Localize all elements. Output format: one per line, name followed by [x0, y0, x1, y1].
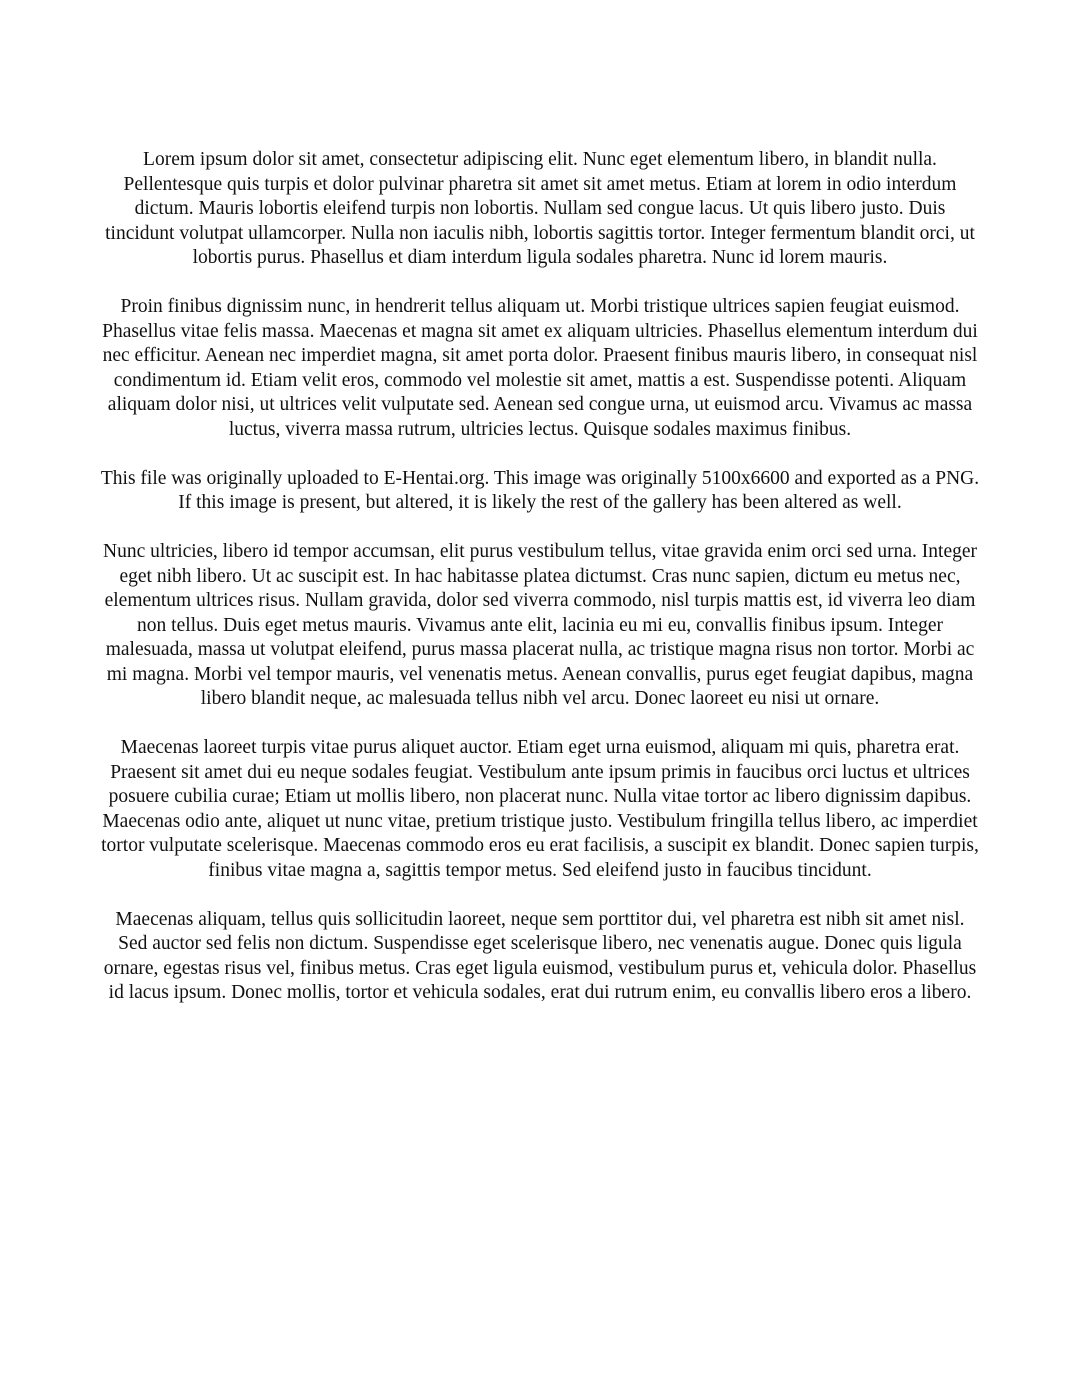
paragraph-lorem-3: Nunc ultricies, libero id tempor accumsan, elit purus vestibulum tellus, vitae gravida enim orci sed urna. Integer eget nibh libero. Ut ac suscipit est. In hac habitasse platea dictumst. Cras nunc sapien, dictum eu metus nec, elementum ultrices risus. Nullam gravida, dolor sed viverra commodo, nisl turpis mattis est, id viverra leo diam non tellus. Duis eget metus mauris. Vivamus ante elit, lacinia eu mi eu, convallis finibus ipsum. Integer malesuada, massa ut volutpat eleifend, purus massa placerat nulla, ac tristique magna risus non tortor. Morbi ac mi magna. Morbi vel tempor mauris, vel venenatis metus. Aenean convallis, purus eget feugiat dapibus, magna libero blandit neque, ac malesuada tellus nibh vel arcu. Donec laoreet eu nisi ut ornare.: [103, 541, 977, 709]
paragraph-lorem-1: Lorem ipsum dolor sit amet, consectetur adipiscing elit. Nunc eget elementum libero, in blandit nulla. Pellentesque quis turpis et dolor pulvinar pharetra sit amet sit amet metus. Etiam at lorem in odio interdum dictum. Mauris lobortis eleifend turpis non lobortis. Nullam sed congue lacus. Ut quis libero justo. Duis tincidunt volutpat ullamcorper. Nulla non iaculis nibh, lobortis sagittis tortor. Integer fermentum blandit orci, ut lobortis purus. Phasellus et diam interdum ligula sodales pharetra. Nunc id lorem mauris.: [105, 149, 975, 268]
paragraph-lorem-5: Maecenas aliquam, tellus quis sollicitudin laoreet, neque sem porttitor dui, vel pharetra est nibh sit amet nisl. Sed auctor sed felis non dictum. Suspendisse eget scelerisque libero, nec venenatis augue. Donec quis ligula ornare, egestas risus vel, finibus metus. Cras eget ligula euismod, vestibulum purus et, vehicula dolor. Phasellus id lacus ipsum. Donec mollis, tortor et vehicula sodales, erat dui rutrum enim, eu convallis libero eros a libero.: [103, 908, 977, 1003]
document-text-block: [99, 0, 981, 1006]
paragraph-lorem-4: Maecenas laoreet turpis vitae purus aliquet auctor. Etiam eget urna euismod, aliquam mi quis, pharetra erat. Praesent sit amet dui eu neque sodales feugiat. Vestibulum ante ipsum primis in faucibus orci luctus et ultrices posuere cubilia curae; Etiam ut mollis libero, non placerat nunc. Nulla vitae tortor ac libero dignissim dapibus. Maecenas odio ante, aliquet ut nunc vitae, pretium tristique justo. Vestibulum fringilla tellus libero, ac imperdiet tortor vulputate scelerisque. Maecenas commodo eros eu erat facilisis, a suscipit ex blandit. Donec sapien turpis, finibus vitae magna a, sagittis tempor metus. Sed eleifend justo in faucibus tincidunt.: [101, 737, 979, 881]
paragraph-lorem-2: Proin finibus dignissim nunc, in hendrerit tellus aliquam ut. Morbi tristique ultrices sapien feugiat euismod. Phasellus vitae felis massa. Maecenas et magna sit amet ex aliquam ultricies. Phasellus elementum interdum dui nec efficitur. Aenean nec imperdiet magna, sit amet porta dolor. Praesent finibus mauris libero, in consequat nisl condimentum id. Etiam velit eros, commodo vel molestie sit amet, mattis a est. Suspendisse potenti. Aliquam aliquam dolor nisi, ut ultrices velit vulputate sed. Aenean sed congue urna, ut euismod arcu. Vivamus ac massa luctus, viverra massa rutrum, ultricies lectus. Quisque sodales maximus finibus.: [102, 296, 978, 440]
watermark-notice-paragraph: This file was originally uploaded to E-Hentai.org. This image was originally 5100x6600 and exported as a PNG. If this image is present, but altered, it is likely the rest of the gallery has been altered as well.: [100, 467, 980, 513]
